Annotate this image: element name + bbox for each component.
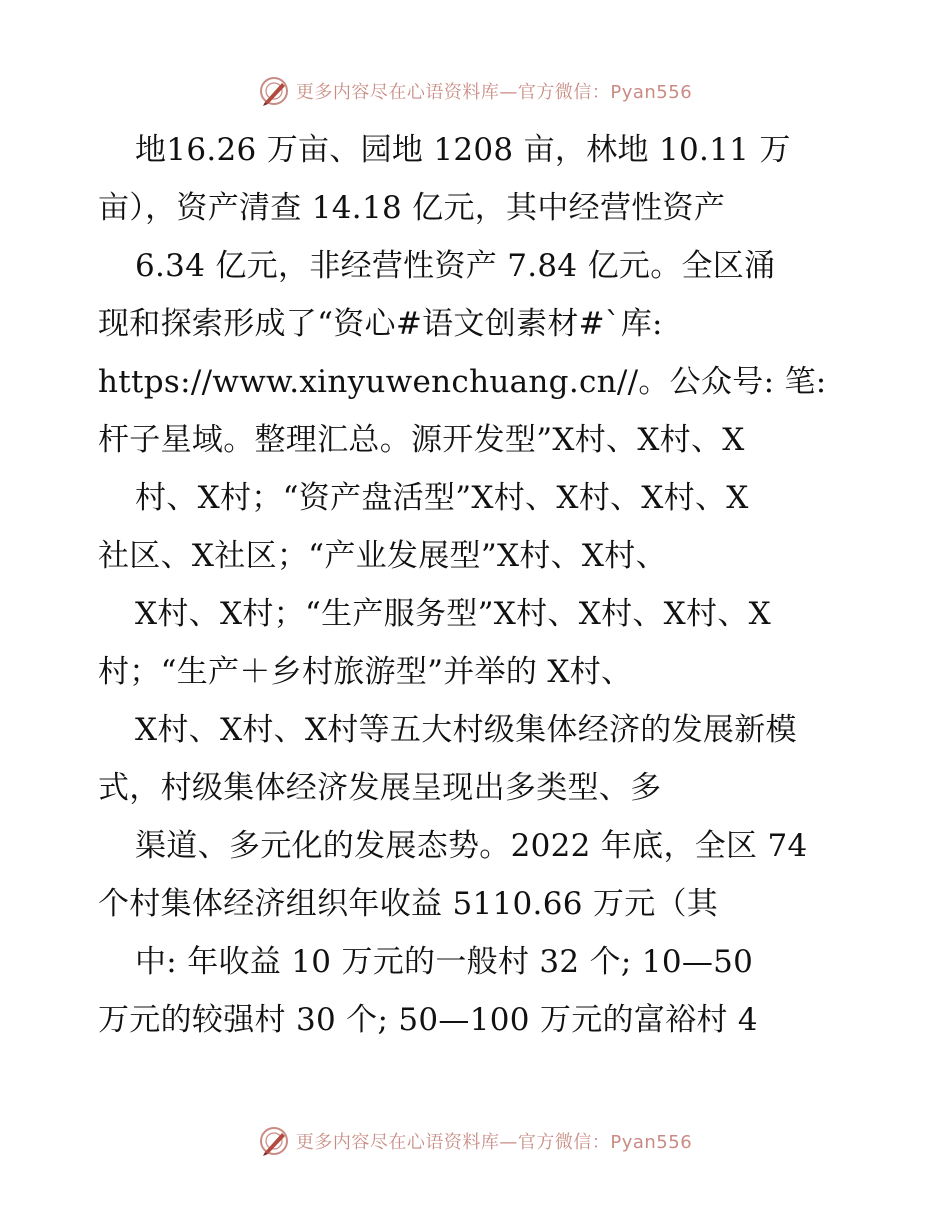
- header-banner-text: 更多内容尽在心语资料库—官方微信：Pyan556: [295, 82, 693, 103]
- pen-logo-icon: [258, 1125, 290, 1157]
- footer-banner-content: [258, 1125, 692, 1157]
- text-line: 杆子星域。整理汇总。源开发型”X村、X村、X: [98, 422, 745, 458]
- text-line: 现和探索形成了“资心#语文创素材#`库:: [98, 306, 663, 342]
- text-line: 村；“生产＋乡村旅游型”并举的 X村、: [98, 654, 633, 690]
- text-line: 村、X村；“资产盘活型”X村、X村、X村、X: [135, 480, 749, 516]
- text-line: 地16.26 万亩、园地 1208 亩，林地 10.11 万: [135, 132, 791, 168]
- text-line: 6.34 亿元，非经营性资产 7.84 亿元。全区涌: [135, 248, 776, 284]
- text-line: 式，村级集体经济发展呈现出多类型、多: [98, 770, 662, 806]
- text-line: https://www.xinyuwenchuang.cn//。公众号: 笔:: [98, 364, 827, 400]
- text-line: 社区、X社区；“产业发展型”X村、X村、: [98, 538, 667, 574]
- footer-banner-text: 更多内容尽在心语资料库—官方微信：Pyan556: [295, 1132, 693, 1153]
- text-line: 渠道、多元化的发展态势。2022 年底，全区 74: [135, 828, 808, 864]
- footer-banner: [0, 1121, 950, 1161]
- pen-logo-icon: [258, 75, 290, 107]
- text-line: 中: 年收益 10 万元的一般村 32 个; 10—50: [135, 944, 754, 980]
- text-line: X村、X村、X村等五大村级集体经济的发展新模: [135, 712, 797, 748]
- text-line: 个村集体经济组织年收益 5110.66 万元（其: [98, 886, 719, 922]
- text-line: 万元的较强村 30 个; 50—100 万元的富裕村 4: [98, 1002, 758, 1038]
- text-line: 亩），资产清查 14.18 亿元，其中经营性资产: [98, 190, 726, 226]
- header-banner-content: [258, 75, 692, 107]
- text-line: X村、X村；“生产服务型”X村、X村、X村、X: [135, 596, 772, 632]
- header-banner: [0, 71, 950, 111]
